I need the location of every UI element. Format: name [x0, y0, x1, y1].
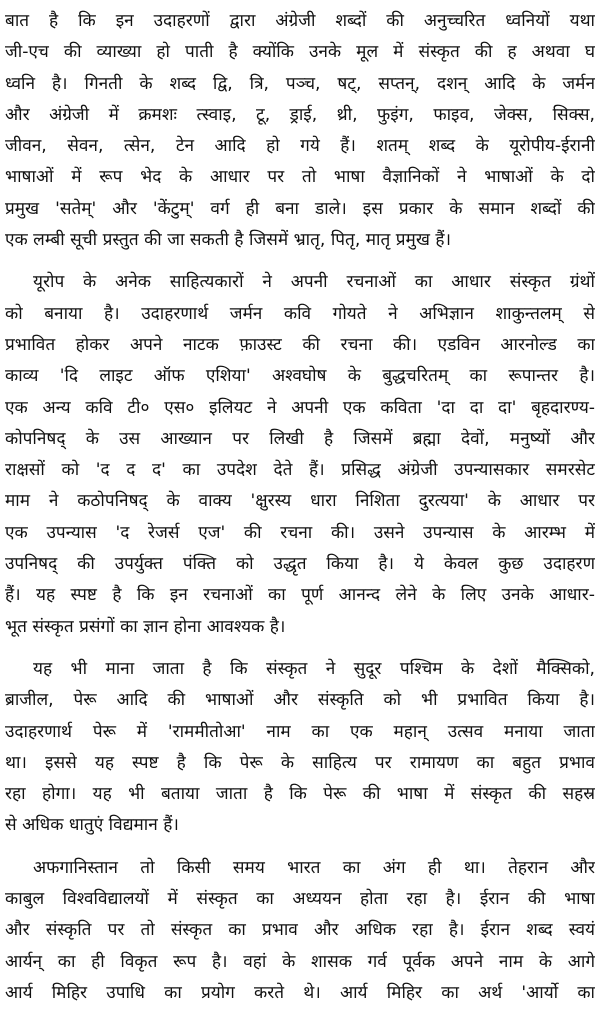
paragraph-2 [5, 267, 595, 643]
text-line: राक्षसों को 'द द द' का उपदेश देते हैं। प्रसिद्ध अंग्रेजी उपन्यासकार समरसेट [5, 460, 595, 481]
text-line: हैं। यह स्पष्ट है कि इन रचनाओं का पूर्ण आनन्द लेने के लिए उनके आधार- [5, 585, 595, 606]
text-line: उपनिषद् की उपर्युक्त पंक्ति को उद्धृत किया है। ये केवल कुछ उदाहरण [5, 554, 595, 575]
text-line: काव्य 'दि लाइट ऑफ एशिया' अश्वघोष के बुद्धचरितम् का रूपान्तर है। [5, 366, 595, 387]
text-line: माम ने कठोपनिषद् के वाक्य 'क्षुरस्य धारा निशिता दुरत्यया' के आधार पर [5, 491, 595, 512]
text-line: ब्राजील, पेरू आदि की भाषाओं और संस्कृति को भी प्रभावित किया है। [5, 690, 595, 711]
text-line: और संस्कृति पर तो संस्कृत का प्रभाव और अधिक रहा है। ईरान शब्द स्वयं [5, 920, 595, 941]
text-line: अफगानिस्तान तो किसी समय भारत का अंग ही था। तेहरान और [33, 857, 595, 878]
text-line: जीवन, सेवन, त्सेन, टेन आदि हो गये हैं। शतम् शब्द के यूरोपीय-ईरानी [5, 136, 595, 157]
text-line: काबुल विश्वविद्यालयों में संस्कृत का अध्ययन होता रहा है। ईरान की भाषा [5, 889, 595, 910]
text-line: एक लम्बी सूची प्रस्तुत की जा सकती है जिसमें भ्रातृ, पितृ, मातृ प्रमुख हैं। [5, 230, 451, 251]
text-line: प्रमुख 'सतेम्' और 'केंटुम्' वर्ग ही बना डाले। इस प्रकार के समान शब्दों की [5, 198, 595, 219]
text-line: रहा होगा। यह भी बताया जाता है कि पेरू की भाषा में संस्कृत की सहस्र [5, 784, 595, 805]
text-line: उदाहरणार्थ पेरू में 'राममीतोआ' नाम का एक महान् उत्सव मनाया जाता [5, 721, 595, 742]
text-line: एक अन्य कवि टी० एस० इलियट ने अपनी एक कविता 'दा दा दा' बृहदारण्य- [5, 397, 595, 418]
text-line: को बनाया है। उदाहरणार्थ जर्मन कवि गोयते ने अभिज्ञान शाकुन्तलम् से [5, 303, 595, 324]
text-line: आर्य मिहिर उपाधि का प्रयोग करते थे। आर्य मिहिर का अर्थ 'आर्यो का [5, 982, 595, 1003]
text-line: बात है कि इन उदाहरणों द्वारा अंग्रेजी शब्दों की अनुच्चरित ध्वनियों यथा [5, 11, 595, 31]
paragraph-3 [5, 654, 595, 842]
text-line: एक उपन्यास 'द रेजर्स एज' की रचना की। उसने उपन्यास के आरम्भ में [5, 522, 595, 543]
text-line: प्रभावित होकर अपने नाटक फ़ाउस्ट की रचना की। एडविन आरनोल्ड का [5, 334, 595, 355]
text-line: था। इससे यह स्पष्ट है कि पेरू के साहित्य पर रामायण का बहुत प्रभाव [5, 752, 595, 773]
text-line: और अंग्रेजी में क्रमशः त्स्वाइ, टू, ड्राई, थ्री, फुइंग, फाइव, जेक्स, सिक्स, [5, 104, 595, 125]
text-line: से अधिक धातुएं विद्यमान हैं। [5, 815, 179, 836]
paragraph-1 [5, 6, 595, 256]
text-line: भाषाओं में रूप भेद के आधार पर तो भाषा वैज्ञानिकों ने भाषाओं के दो [5, 167, 595, 188]
text-line: भूत संस्कृत प्रसंगों का ज्ञान होना आवश्यक है। [5, 616, 286, 637]
text-line: कोपनिषद् के उस आख्यान पर लिखी है जिसमें ब्रह्मा देवों, मनुष्यों और [5, 428, 595, 449]
text-line: यह भी माना जाता है कि संस्कृत ने सुदूर पश्चिम के देशों मैक्सिको, [33, 658, 595, 679]
text-line: आर्यन् का ही विकृत रूप है। वहां के शासक गर्व पूर्वक अपने नाम के आगे [5, 951, 595, 972]
text-line: ध्वनि है। गिनती के शब्द द्वि, त्रि, पञ्च, षट्, सप्तन्, दशन् आदि के जर्मन [5, 73, 595, 94]
text-line: जी-एच की व्याख्या हो पाती है क्योंकि उनके मूल में संस्कृत की ह अथवा घ [5, 42, 595, 63]
paragraph-4 [5, 853, 595, 1009]
text-line: यूरोप के अनेक साहित्यकारों ने अपनी रचनाओं का आधार संस्कृत ग्रंथों [33, 272, 595, 293]
